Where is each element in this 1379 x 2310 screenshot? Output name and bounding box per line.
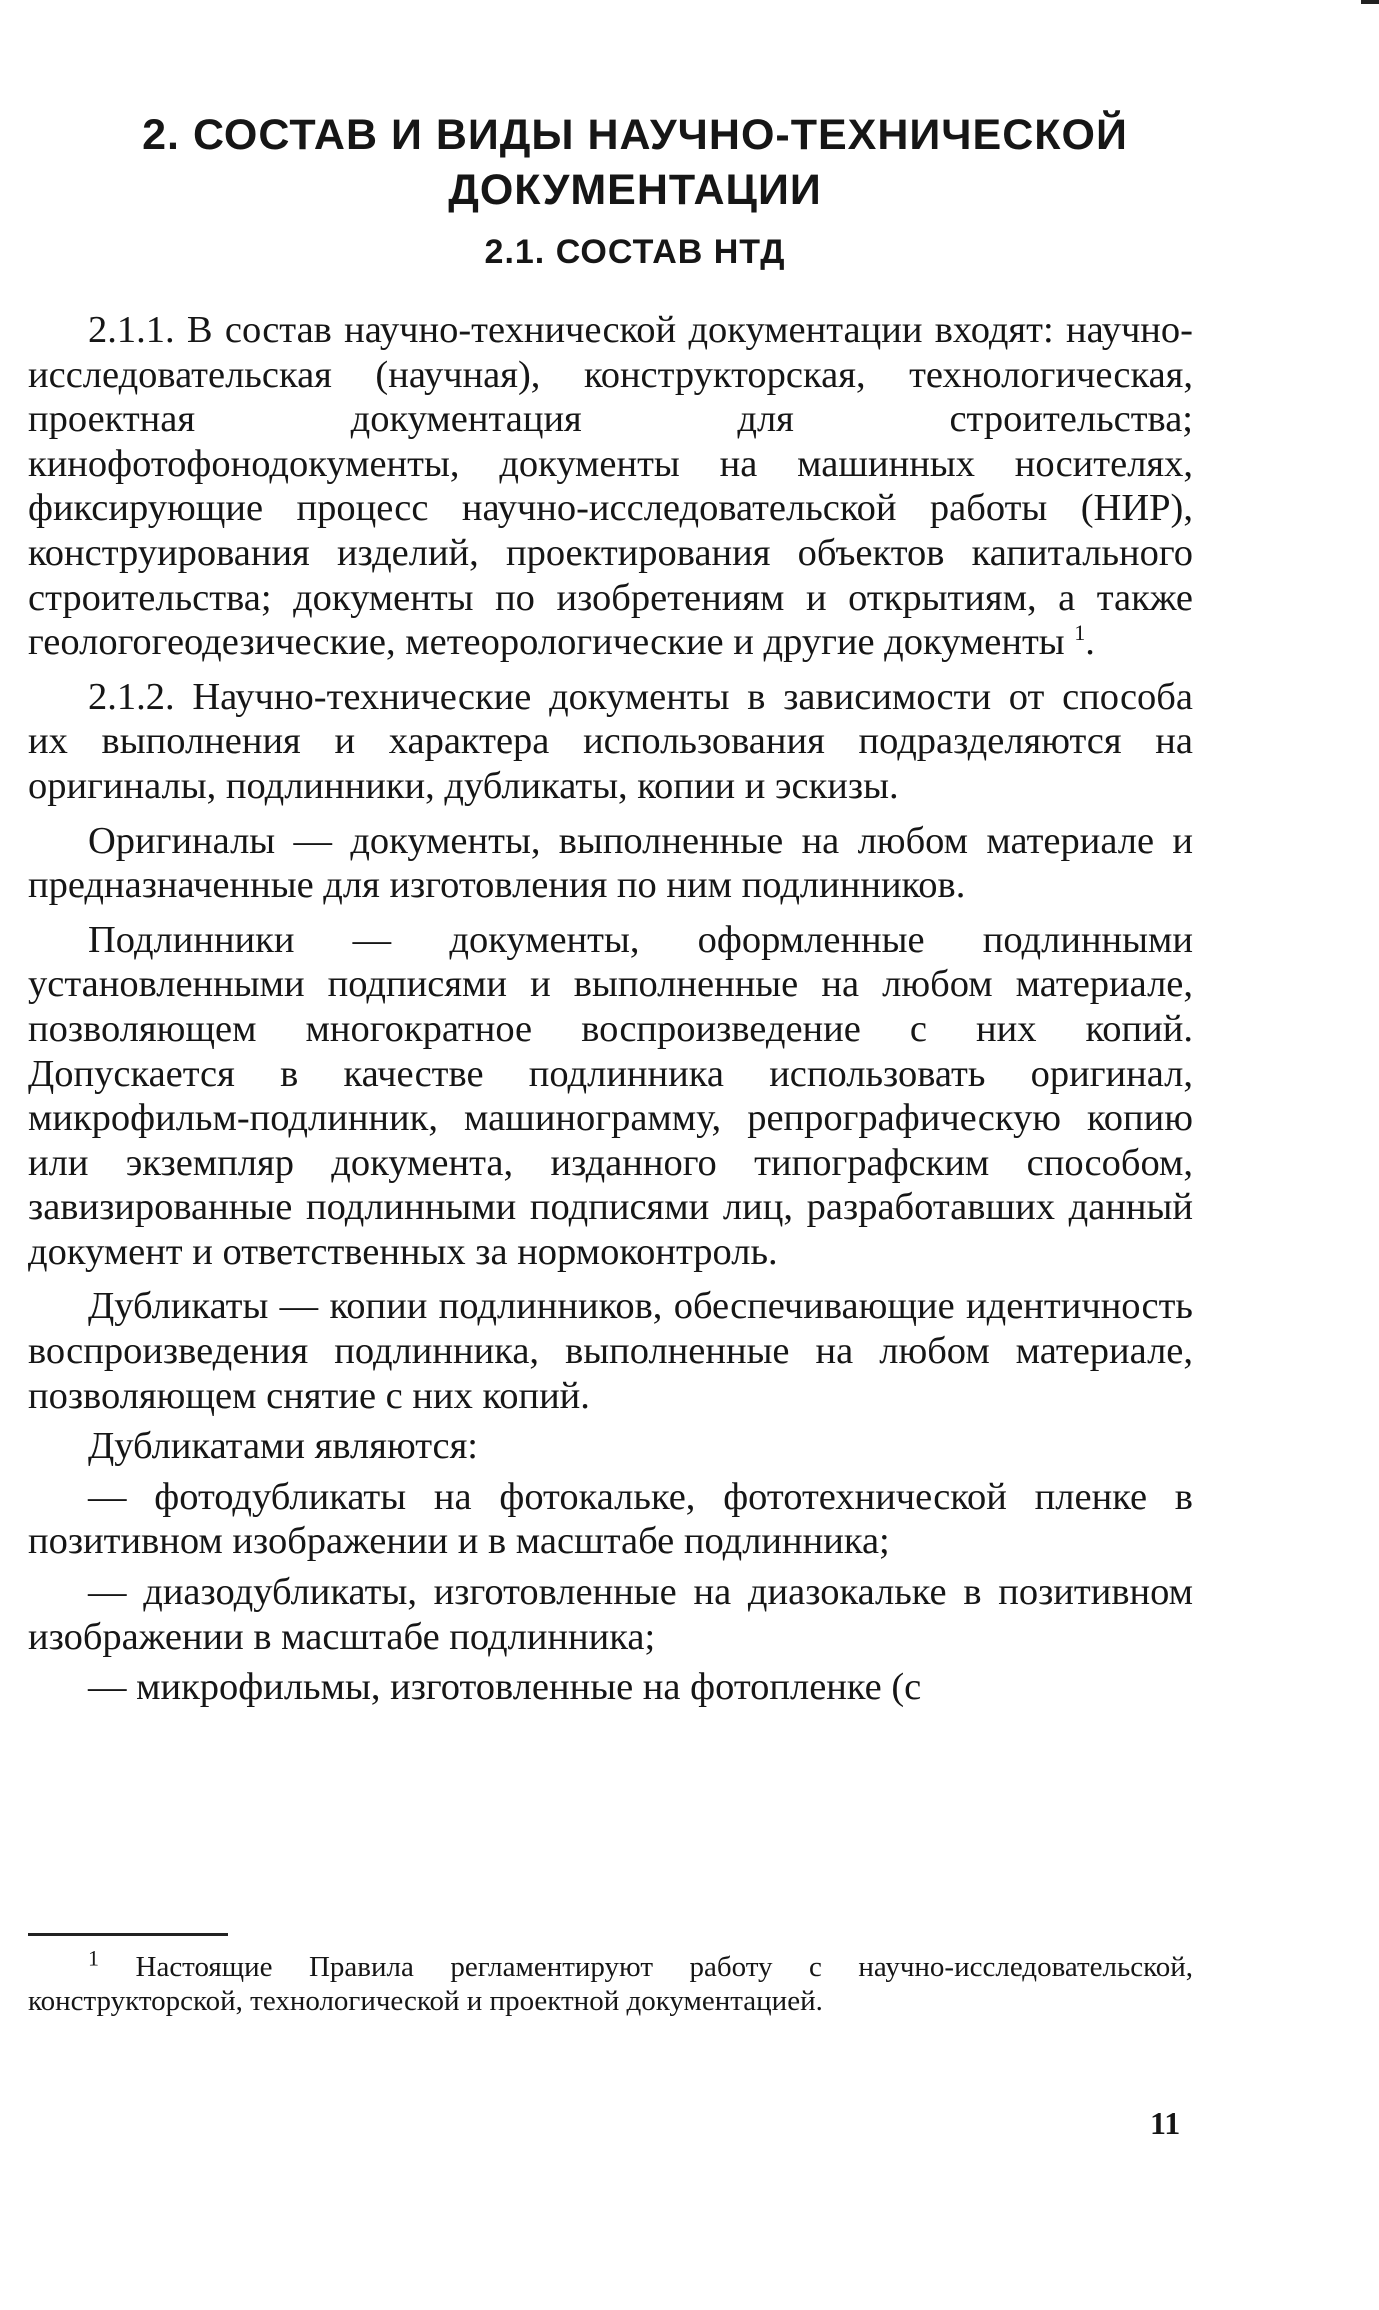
paragraph-originals: Оригиналы — документы, выполненные на любом материале и предназначенные для изготовления по ним подлинников. [28, 819, 1193, 907]
paragraph-end-mark: . [1085, 621, 1095, 664]
paragraph-2-1-1 [28, 308, 1193, 665]
footnote-marker: 1 [88, 1945, 99, 1971]
footnote [28, 1945, 1193, 2018]
paragraph-masters: Подлинники — документы, оформленные подлинными установленными подписями и выполненные на любом материале, позволяющем многократное воспроизведение с них копий. Допускается в качестве подлинника использовать оригинал, микрофильм-подлинник, машинограмму, репрографическую копию или экземпляр документа, изданного типографским способом, завизированные подлинными подписями лиц, разработавших данный документ и ответственных за нормоконтроль. [28, 918, 1193, 1273]
footnote-reference: 1 [1074, 620, 1086, 646]
paragraph-duplicates-list-intro: Дубликатами являются: [88, 1425, 478, 1468]
paragraph-2-1-2: 2.1.2. Научно-технические документы в зависимости от способа их выполнения и характера использования подразделяются на оригиналы, подлинники, дубликаты, копии и эскизы. [28, 675, 1193, 807]
footnote-text: Настоящие Правила регламентируют работу с научно-исследовательской, конструкторской, технологической и проектной документацией. [28, 1951, 1193, 2017]
list-item-microfilms: — микрофильмы, изготовленные на фотопленке (с [88, 1666, 922, 1709]
paragraph-duplicates: Дубликаты — копии подлинников, обеспечивающие идентичность воспроизведения подлинника, выполненные на любом материале, позволяющем снятие с них копий. [28, 1285, 1193, 1417]
footnote-divider [28, 1933, 228, 1936]
list-item-diazo-duplicates: — диазодубликаты, изготовленные на диазокальке в позитивном изображении в масштабе подлинника; [28, 1571, 1193, 1658]
paragraph-text: 2.1.1. В состав научно-технической документации входят: научно-исследовательская (научная), конструкторская, технологическая, проектная документация для строительства; кинофотофонодокументы, документы на машинных носителях, фиксирующие процесс научно-исследовательской работы (НИР), конструирования изделий, проектирования объектов капитального строительства; документы по изобретениям и открытиям, а также геологогеодезические, метеорологические и другие документы [28, 309, 1193, 664]
page-number: 11 [1150, 2105, 1181, 2141]
list-item-photo-duplicates: — фотодубликаты на фотокальке, фототехнической пленке в позитивном изображении и в масштабе подлинника; [28, 1475, 1193, 1563]
subsection-heading: 2.1. СОСТАВ НТД [484, 233, 786, 271]
scan-corner-mark [1361, 0, 1379, 4]
document-body [28, 308, 1193, 1716]
section-heading: 2. СОСТАВ И ВИДЫ НАУЧНО-ТЕХНИЧЕСКОЙ ДОКУМЕНТАЦИИ [142, 111, 1128, 214]
